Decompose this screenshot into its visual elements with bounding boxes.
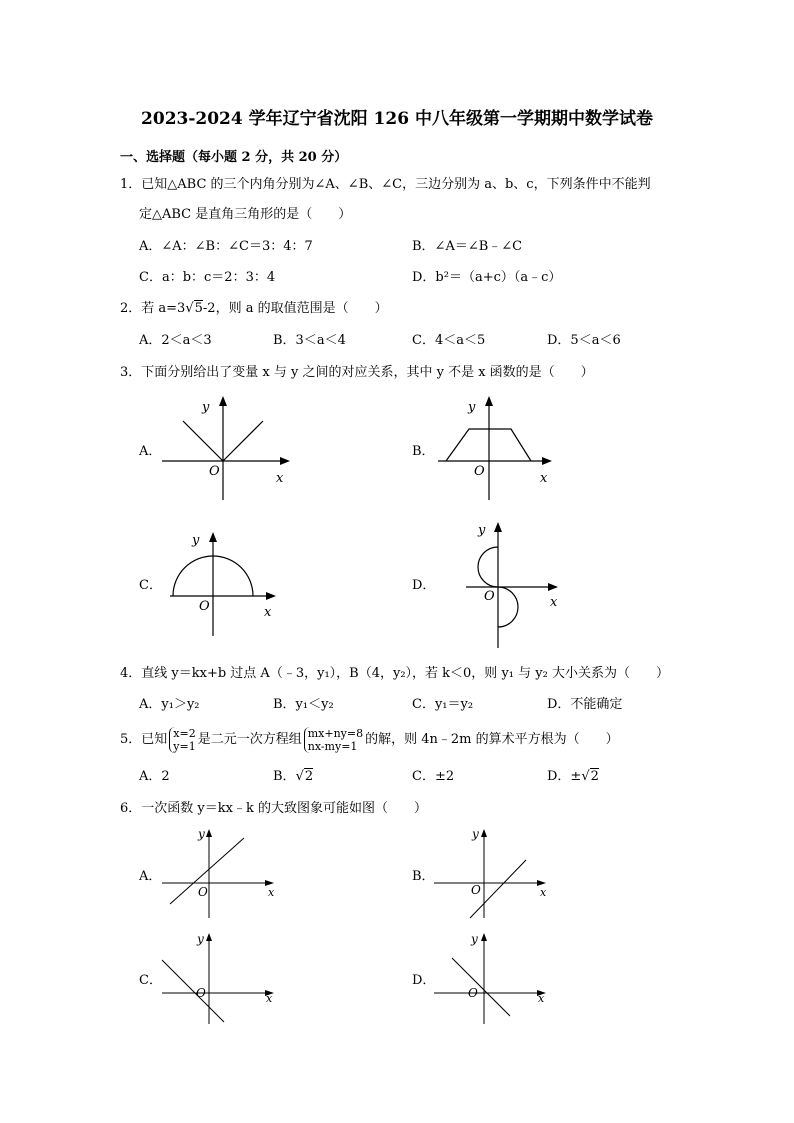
q2-radicand: 5	[194, 301, 203, 316]
q1-stem-line1: 1．已知△ABC 的三个内角分别为∠A、∠B、∠C，三边分别为 a、b、c，下列条件中不能判	[120, 177, 651, 192]
q4-option-d: D．不能确定	[547, 697, 623, 712]
q6-graph-b	[432, 826, 552, 920]
q6-option-d: D．	[412, 973, 436, 988]
origin-label: O	[198, 885, 208, 899]
q2-stem-pre: 2．若 a=3	[120, 301, 186, 316]
origin-label: O	[471, 883, 481, 897]
axis-label-x: x	[268, 886, 275, 899]
q1-option-d: D．b²＝（a+c）（a﹣c）	[412, 270, 562, 285]
axis-label-y: y	[198, 827, 205, 841]
q3-option-b: B．	[412, 444, 435, 459]
q4-stem: 4．直线 y＝kx+b 过点 A（﹣3，y₁），B（4，y₂），若 k＜0，则 y₁ 与 y₂ 大小关系为（ ）	[120, 666, 669, 681]
axis-label-y: y	[478, 523, 486, 538]
q3-option-a: A．	[139, 444, 162, 459]
q4-option-b: B．y₁＜y₂	[273, 697, 334, 712]
q5-system-1: x=2 y=1	[169, 727, 195, 753]
q2-stem-post: -2，则 a 的取值范围是（ ）	[202, 301, 388, 316]
q5-stem-pre: 5．已知	[120, 732, 168, 747]
axis-label-x: x	[538, 992, 545, 1005]
axis-label-x: x	[264, 605, 272, 620]
q4-option-c: C．y₁＝y₂	[412, 697, 474, 712]
q5-option-c: C．±2	[412, 769, 455, 784]
axis-label-x: x	[276, 471, 284, 486]
q6-graph-d	[432, 930, 552, 1026]
q5-option-d: D．±√2	[547, 769, 599, 784]
axis-label-x: x	[540, 886, 547, 899]
page-title: 2023-2024 学年辽宁省沈阳 126 中八年级第一学期期中数学试卷	[141, 109, 653, 129]
section-heading: 一、选择题（每小题 2 分，共 20 分）	[120, 150, 348, 165]
origin-label: O	[209, 464, 220, 479]
q1-option-c: C．a：b：c＝2：3：4	[139, 270, 276, 285]
q3-option-c: C．	[139, 578, 162, 593]
q5-option-b: B．√2	[273, 769, 314, 784]
q6-option-a: A．	[139, 869, 162, 884]
origin-label: O	[484, 589, 495, 604]
axis-label-y: y	[471, 932, 478, 946]
axis-label-x: x	[550, 595, 558, 610]
q5-option-b-radicand: 2	[304, 769, 314, 784]
origin-label: O	[199, 599, 210, 614]
q1-stem-line2: 定△ABC 是直角三角形的是（ ）	[139, 207, 352, 222]
q3-stem: 3．下面分别给出了变量 x 与 y 之间的对应关系，其中 y 不是 x 函数的是（ ）	[120, 365, 594, 380]
q6-option-b: B．	[412, 869, 435, 884]
q3-graph-b	[436, 394, 556, 502]
axis-label-y: y	[192, 533, 200, 548]
q6-stem: 6．一次函数 y＝kx﹣k 的大致图象可能如图（ ）	[120, 801, 427, 816]
q5-stem-post: 的解，则 4n﹣2m 的算术平方根为（ ）	[365, 732, 619, 747]
q1-option-a: A．∠A：∠B：∠C＝3：4：7	[139, 239, 313, 254]
q1-option-b: B．∠A＝∠B﹣∠C	[412, 239, 523, 254]
origin-label: O	[196, 986, 206, 1000]
origin-label: O	[468, 986, 478, 1000]
q3-graph-c	[168, 530, 280, 638]
axis-label-y: y	[468, 400, 476, 415]
q2-option-b: B．3＜a＜4	[273, 333, 346, 348]
q2-option-c: C．4＜a＜5	[412, 333, 486, 348]
q3-graph-a	[160, 394, 292, 502]
q3-option-d: D．	[412, 578, 436, 593]
q3-graph-d	[464, 520, 568, 650]
axis-label-y: y	[202, 400, 210, 415]
axis-label-x: x	[266, 992, 273, 1005]
axis-label-y: y	[472, 827, 479, 841]
q2-stem: 2．若 a=3√5-2，则 a 的取值范围是（ ）	[120, 301, 388, 316]
origin-label: O	[474, 464, 485, 479]
q5-stem	[120, 725, 619, 755]
axis-label-x: x	[540, 471, 548, 486]
q2-option-a: A．2＜a＜3	[139, 333, 212, 348]
q6-graph-a	[160, 826, 280, 920]
q6-option-c: C．	[139, 973, 162, 988]
q2-option-d: D．5＜a＜6	[547, 333, 621, 348]
q4-option-a: A．y₁＞y₂	[139, 697, 200, 712]
axis-label-y: y	[197, 932, 204, 946]
q5-option-d-radicand: 2	[590, 769, 599, 784]
q6-graph-c	[160, 930, 280, 1026]
q5-option-a: A．2	[139, 769, 170, 784]
q5-system-2: mx+ny=8 nx-my=1	[304, 727, 363, 753]
q5-stem-mid: 是二元一次方程组	[197, 732, 302, 747]
